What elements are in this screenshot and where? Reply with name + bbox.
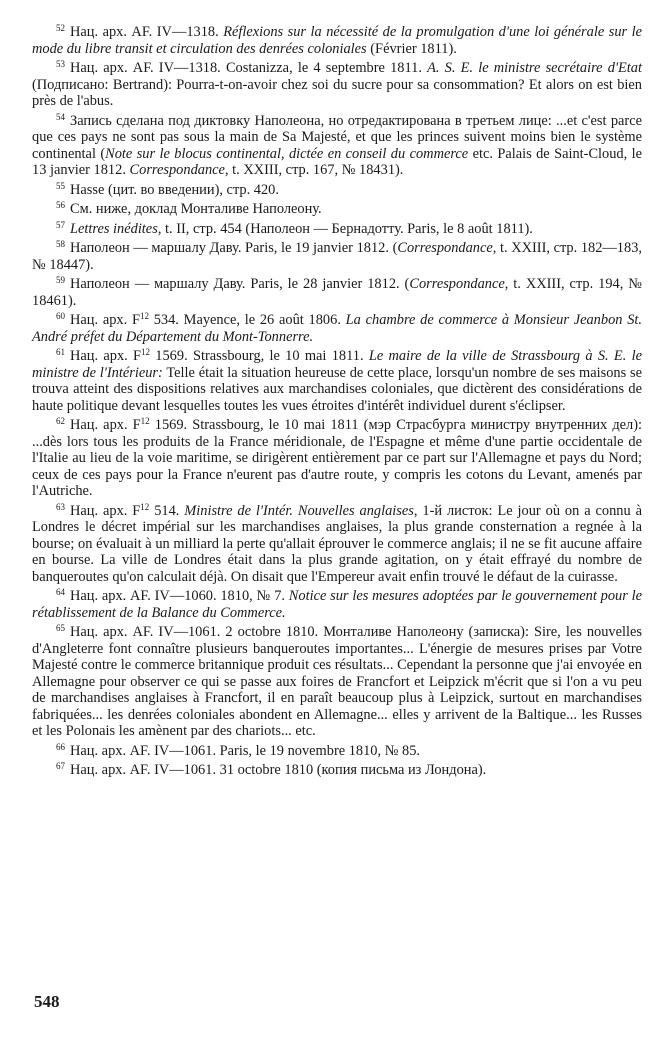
footnote bbox=[32, 221, 642, 238]
footnote-number: 62 bbox=[56, 416, 65, 426]
footnote-text: Нац. арх. AF. IV—1318. bbox=[70, 24, 224, 40]
footnote-text: Telle était la situation heureuse de cette place, lorsqu'un nombre de ses maisons se trouva atteint des dispositions relatives aux marchandises coloniales, que dictèrent des considérations de haute politique devant lesquelles toutes les vues étroites d'intérêt individuel durent s'éclipser. bbox=[32, 364, 642, 414]
footnote-number: 54 bbox=[56, 111, 65, 122]
footnote-number: 53 bbox=[56, 59, 65, 69]
footnote-text: , t. XXIII, стр. 182—183, № 18447). bbox=[32, 240, 642, 273]
italic-text: Le maire de la ville de Strassbourg à S. E. le ministre de l'Intérieur: bbox=[32, 348, 642, 381]
footnote-text: Нац. арх. F bbox=[70, 417, 141, 433]
italic-text: Notice sur les mesures adoptées par le gouvernement pour le rétablissement de la Balance du Commerce. bbox=[32, 588, 642, 621]
footnote-number: 58 bbox=[56, 239, 65, 249]
footnote-number: 56 bbox=[56, 200, 65, 210]
footnote-text: Нац. арх. AF. IV—1061. Paris, le 19 novembre 1810, № 85. bbox=[70, 742, 421, 759]
footnote-text: etc. Palais de Saint-Cloud, le 13 janvier 1812. bbox=[32, 145, 643, 178]
superscript: 12 bbox=[139, 311, 149, 321]
superscript: 12 bbox=[140, 501, 150, 512]
footnote-text: Нац. арх. F bbox=[70, 348, 142, 364]
footnotes-list bbox=[32, 24, 642, 782]
footnote bbox=[32, 182, 642, 199]
footnote-text: См. ниже, доклад Монталиве Наполеону. bbox=[70, 201, 322, 217]
footnote bbox=[32, 588, 642, 621]
footnote-text: (Février 1811). bbox=[366, 40, 457, 57]
footnote-text: Наполеон — маршалу Даву. Paris, le 28 janvier 1812. ( bbox=[70, 276, 410, 292]
footnote-text: Нац. арх. F bbox=[70, 502, 141, 519]
footnote-text: Нац. арх. AF. IV—1061. 31 octobre 1810 (копия письма из Лондона). bbox=[70, 762, 487, 778]
footnote-number: 67 bbox=[56, 761, 65, 771]
footnote-text: Нац. арх. AF. IV—1061. 2 octobre 1810. Монталиве Наполеону (записка): Sire, les nouvelles d'Angleterre font connaître plusieurs banqueroutes importantes... L'énergie de mesures prises par Votre Majesté contre le commerce britannique produit ces résultats... Cependant la personne que j'ai envoyée en Allemagne pour observer ce qui se passe aux foires de Francfort et Leipzick m'écrit que si l'on a vu peu de marchandises anglaises à Francfort, il en paraît beaucoup plus à Leipzick, surtout en marchandises fabriquées... les denrées coloniales abondent en Allemagne... elles y arrivent de la Baltique... les Russes et les Polonais les amènent par des chariots... etc. bbox=[32, 624, 642, 739]
superscript: 12 bbox=[141, 347, 151, 357]
italic-text: Correspondance bbox=[129, 162, 225, 178]
footnote-text: Наполеон — маршалу Даву. Paris, le 19 janvier 1812. ( bbox=[70, 240, 398, 256]
italic-text: Ministre de l'Intér. Nouvelles anglaises bbox=[184, 502, 414, 519]
footnote-number: 63 bbox=[56, 501, 65, 512]
footnote bbox=[32, 417, 642, 500]
footnote-number: 66 bbox=[56, 741, 65, 752]
footnote bbox=[32, 503, 642, 586]
footnote bbox=[32, 201, 642, 218]
footnote-text: Запись сделана под диктовку Наполеона, но отредактирована в третьем лице: ...et c'est parce que ces pays ne sont pas sous la main de Sa Majesté, et que les princes suivent moins bien le système continental ( bbox=[32, 112, 642, 162]
italic-text: A. S. E. le ministre secrétaire d'Etat bbox=[427, 60, 642, 76]
footnote-text: Нац. арх. AF. IV—1060. 1810, № 7. bbox=[70, 588, 289, 604]
footnote bbox=[32, 276, 642, 309]
page-number: 548 bbox=[34, 992, 60, 1011]
italic-text: Réflexions sur la nécessité de la promulgation d'une loi générale sur le mode du libre transit et circulation des denrées coloniales bbox=[32, 24, 642, 57]
footnote-number: 57 bbox=[56, 219, 65, 230]
italic-text: Lettres inédites bbox=[70, 220, 158, 237]
footnote-text: (Подписано: Bertrand): Pourra-t-on-avoir chez soi du sucre pour sa consommation? Et alors on est bien près de l'abus. bbox=[32, 76, 642, 109]
footnote-text: , t. II, стр. 454 (Наполеон — Бернадотту. Paris, le 8 août 1811). bbox=[157, 220, 533, 237]
footnote bbox=[32, 743, 642, 760]
footnote-text: , t. XXIII, стр. 194, № 18461). bbox=[32, 276, 643, 309]
footnote-number: 55 bbox=[56, 180, 65, 191]
footnote-number: 52 bbox=[56, 23, 65, 33]
italic-text: Note sur le blocus continental, dictée en conseil du commerce bbox=[105, 145, 469, 162]
footnote bbox=[32, 113, 642, 179]
footnote bbox=[32, 60, 642, 110]
footnote-text: 514. bbox=[149, 502, 185, 519]
footnote bbox=[32, 624, 642, 740]
italic-text: La chambre de commerce à Monsieur Jeanbon St. André préfet du Département du Mont-Tonnerre. bbox=[32, 312, 643, 345]
footnote bbox=[32, 24, 642, 57]
footnote-number: 64 bbox=[56, 587, 65, 597]
footnote-text: Нац. арх. AF. IV—1318. Costanizza, le 4 septembre 1811. bbox=[70, 60, 428, 76]
italic-text: Correspondance bbox=[397, 240, 493, 256]
superscript: 12 bbox=[140, 416, 150, 426]
footnote bbox=[32, 762, 642, 779]
footnote-text: 1569. Strassbourg, le 10 mai 1811. bbox=[150, 348, 369, 364]
footnote-text: 1569. Strassbourg, le 10 mai 1811 (мэр Страсбурга министру внутренних дел): ...dès lors tous les produits de la France méridionale, de l'Espagne et même d'une partie occidentale de l'Italie au lieu de la voie maritime, se dirigèrent entièrement par ce part sur l'Allemagne et pays du Nord; ceux de ces pays pour la France n'eurent pas d'autre route, y compris les cotons du Levant, amenés par l'Autriche. bbox=[32, 417, 642, 499]
footnote bbox=[32, 348, 642, 414]
footnote-text: , t. XXIII, стр. 167, № 18431). bbox=[224, 162, 404, 178]
footnote-text: Hasse (цит. во введении), стр. 420. bbox=[70, 181, 279, 198]
footnote-number: 59 bbox=[56, 275, 65, 285]
footnote-number: 60 bbox=[56, 311, 65, 321]
footnote-text: Нац. арх. F bbox=[70, 312, 140, 328]
footnote bbox=[32, 240, 642, 273]
footnote-text: 534. Mayence, le 26 août 1806. bbox=[148, 312, 346, 328]
footnote-text: , 1-й листок: Le jour où on a connu à Londres le décret impérial sur les marchandises anglaises, la plus grande consternation a regnée à la bourse; on évaluait à un milliard la perte qu'allait éprouver le commerce anglais; il ne se fit aucune affaire en bourse. La ville de Londres était dans la plus grande agitation, on y était effrayé du nombre de banqueroutes qu'on calculait déjà. On disait que l'Empereur avait enfin trouvé le défaut de la cuirasse. bbox=[32, 502, 642, 585]
footnote-number: 65 bbox=[56, 623, 65, 633]
footnote bbox=[32, 312, 642, 345]
footnote-number: 61 bbox=[56, 347, 65, 357]
italic-text: Correspondance bbox=[409, 276, 505, 292]
